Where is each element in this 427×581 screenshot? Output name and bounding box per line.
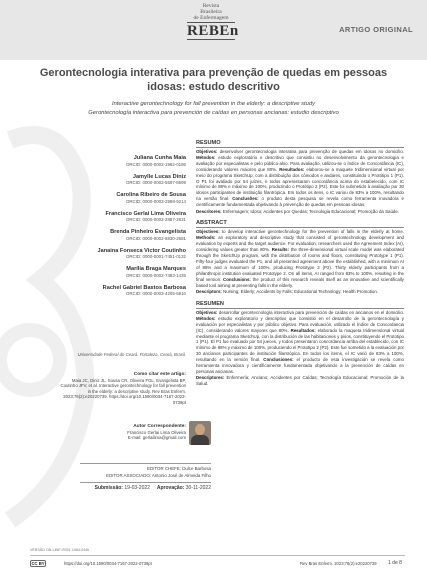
approval-label: Aprovação:	[156, 485, 185, 491]
resumen-heading: RESUMEN	[196, 301, 404, 309]
author-orcid[interactable]: ORCID: 0000-0001-7451-0132	[125, 254, 186, 259]
article-title: Gerontecnologia interativa para prevenção de quedas em pessoas idosas: estudo descritivo	[39, 67, 388, 93]
subtitle-spanish: Gerontecnología interactiva para prevención de caídas en personas ancianas: estudio descriptivo	[88, 110, 339, 116]
author-entry	[60, 174, 186, 186]
citation-text[interactable]: Maia JC, Diniz JL, Sousa CR, Oliveira FGL, Evangelista BP, Coutinho JFV, et al. Interactive gerontechnology for fall prevention in the elderly: a descriptive study. Rev Bras Enferm. 2023;76(2):e20220739. https://doi.org/10.1590/0034-7167-2022-0739pt	[60, 377, 186, 405]
resumen-text: Objetivos: desarrollar gerontecnología interactiva para prevención de caídas en ancianos en el domicilio. Métodos: estudio exploratorio y descriptivo que consistió en el desarrollo de la gerontecnología y evaluación por especialistas y por público objetivo. Para evaluación, utilizado el Índice de Concordancia (IC), considerando valores mayores que 80%. Resultados: elaborado la maqueta tridimensional virtual mediante el programa SketchUp, con la distribución de las habitaciones y pisos, constituyendo el Prototipo 1 (P1). El P1 fue evaluado por 54 jueces, y todos presentaron concordancia arriba del establecido, con IC mínimo de 88% y máximo de 100%, produciendo el Prototipo 2 (P2). Este fue sometido a la evaluación por 30 ancianos participantes de institución filantrópica. En todos los ítems, el IC varió de 83% a 100%, resultando en la versión final. Conclusiones: el producto de esta investigación se revela como herramienta innovadora y científicamente fundamentada objetivando a la prevención de caídas en personas ancianas. Descriptores: Enfermería; Anciano; Accidentes por Caídas; Tecnología Educacional; Promoción de la Salud.	[196, 309, 404, 387]
citation-heading: Como citar este artigo:	[133, 372, 186, 377]
logo-line-2: Brasileira	[200, 9, 222, 15]
author-orcid[interactable]: ORCID: 0000-0002-2887-2631	[125, 217, 186, 222]
author-orcid[interactable]: ORCID: 0000-0003-2998-9214	[125, 198, 186, 204]
author-list	[60, 155, 186, 303]
author-name[interactable]: Marília Braga Marques	[126, 266, 186, 272]
resumo-section	[196, 140, 404, 214]
resumo-text: Objetivos: desenvolver gerontecnologia interativa para prevenção de quedas em idosos no domicílio. Métodos: estudo exploratório e descritivo que consistiu no desenvolvimento da gerontecnologia e avaliação por especialistas e pelo público-alvo. Para avaliação, utilizou-se o Índice de Concordância (IC), considerando valores maiores que 80%. Resultados: elaborou-se a maquete tridimensional virtual por meio do programa SketchUp, com a distribuição dos cômodos e andares, constituindo o Protótipo 1 (P1). O P1 foi avaliado por 54 juízes, e todos apresentaram concordância acima do estabelecido, com IC mínimo de 88% e máximo de 100%, produzindo o Protótipo 2 (P2). Este foi submetido à avaliação por 30 idosos participantes de instituição filantrópica. Em todos os itens, o IC variou de 83% a 100%, resultando na versão final. Conclusões: o produto desta pesquisa se revela como ferramenta inovadora e cientificamente fundamentada objetivando à prevenção de quedas em pessoas idosas. Descritores: Enfermagem; Idoso; Acidentes por Quedas; Tecnologia Educacional; Promoção da Saúde.	[196, 149, 404, 214]
editors-block	[80, 463, 211, 479]
abstract-text: Objectives: to develop interactive gerontechnology for the prevention of falls in the elderly at home. Methods: an exploratory and descriptive study that consisted of gerontechnology development and evaluation by experts and the target audience. For evaluation, researchers used the Agreement Index (AI), considering values greater than 80%. Results: the three-dimensional virtual scale model was elaborated through the SketchUp program, with the distribution of rooms and floors, constituting Prototype 1 (P1). Fifty-four judges evaluated the P1, and all presented agreement above the established, with a minimum AI of 88% and a maximum of 100%, producing Prototype 2 (P2). Thirty elderly participants from a philanthropic institution evaluated Prototype 2. On all items, AI ranged from 83% to 100%, resulting in the final version. Conclusions: the product of this research reveals itself as an innovative and scientifically based tool aiming at preventing falls in the elderly. Descriptors: Nursing; Elderly; Accidents by Falls; Educational Technology; Health Promotion.	[196, 229, 404, 295]
logo-line-1: Revista	[202, 3, 220, 9]
author-entry	[60, 266, 186, 278]
footer-divider	[30, 555, 405, 556]
author-name[interactable]: Juliana Cunha Maia	[133, 155, 186, 161]
submission-label: Submissão:	[94, 485, 123, 491]
author-entry	[60, 248, 186, 260]
author-orcid[interactable]: ORCID: 0000-0002-8830-2681	[125, 235, 186, 241]
dates-block	[80, 482, 211, 492]
abstract-section	[196, 220, 404, 294]
author-avatar	[189, 421, 211, 445]
cc-license-badge[interactable]: CC BY	[31, 561, 45, 566]
corresponding-email[interactable]: E-mail: gerlailima@gmail.com	[127, 435, 186, 440]
citation-block	[60, 372, 186, 406]
corresponding-name: Francisco Gerlai Lima Oliveira	[127, 429, 186, 435]
author-name[interactable]: Jamylle Lucas Diniz	[132, 173, 186, 180]
resumo-heading: RESUMO	[196, 140, 404, 148]
author-name[interactable]: Francisco Gerlai Lima Oliveira	[105, 210, 186, 217]
logo-line-3: de Enfermagem	[193, 15, 229, 21]
submission-date: 19-03-2022	[124, 485, 150, 491]
abstracts-column	[196, 140, 404, 393]
editor-associate: EDITOR ASSOCIADO: Antonio José de Almeida Filho	[106, 472, 211, 478]
author-entry	[60, 192, 186, 204]
editor-chief: EDITOR CHEFE: Dulce Barbosa	[147, 466, 211, 471]
affiliation: Universidade Federal do Ceará. Fortaleza, Ceará, Brasil.	[77, 352, 186, 357]
author-name[interactable]: Janaina Fonseca Victor Coutinho	[97, 247, 186, 254]
author-orcid[interactable]: ORCID: 0000-0003-4205-6910	[125, 291, 186, 296]
page-number: 1 de 8	[388, 560, 402, 566]
author-entry	[60, 211, 186, 223]
logo-abbr: REBEn	[187, 23, 239, 39]
approval-date: 30-11-2022	[185, 485, 211, 491]
subtitle-english: Interactive gerontechnology for fall prevention in the elderly: a descriptive study	[111, 101, 315, 107]
author-name[interactable]: Carolina Ribeiro de Sousa	[116, 192, 186, 198]
corresponding-heading: Autor Correspondente:	[133, 424, 186, 429]
abstract-heading: ABSTRACT	[196, 220, 404, 228]
author-entry	[60, 285, 186, 297]
author-entry	[60, 229, 186, 241]
author-entry	[60, 155, 186, 167]
author-orcid[interactable]: ORCID: 0000-0002-5697-8599	[125, 180, 186, 185]
resumen-section	[196, 301, 404, 387]
issn-label: VERSÃO ON-LINE ISSN: 1984-0446	[30, 548, 90, 552]
corresponding-author	[100, 424, 186, 441]
author-orcid[interactable]: ORCID: 0000-0002-7483-1435	[125, 272, 186, 278]
author-orcid[interactable]: ORCID: 0000-0002-1982-0186	[125, 161, 186, 167]
journal-logo	[179, 3, 243, 47]
journal-reference: Rev Bras Enferm. 2023;76(2):e20220739	[300, 561, 377, 566]
article-type-label: ARTIGO ORIGINAL	[339, 25, 413, 34]
author-name[interactable]: Brenda Pinheiro Evangelista	[110, 229, 186, 235]
doi-link[interactable]: https://doi.org/10.1590/0034-7167-2022-0739pt	[64, 561, 152, 566]
author-name[interactable]: Rachel Gabriel Bastos Barbosa	[102, 284, 186, 291]
